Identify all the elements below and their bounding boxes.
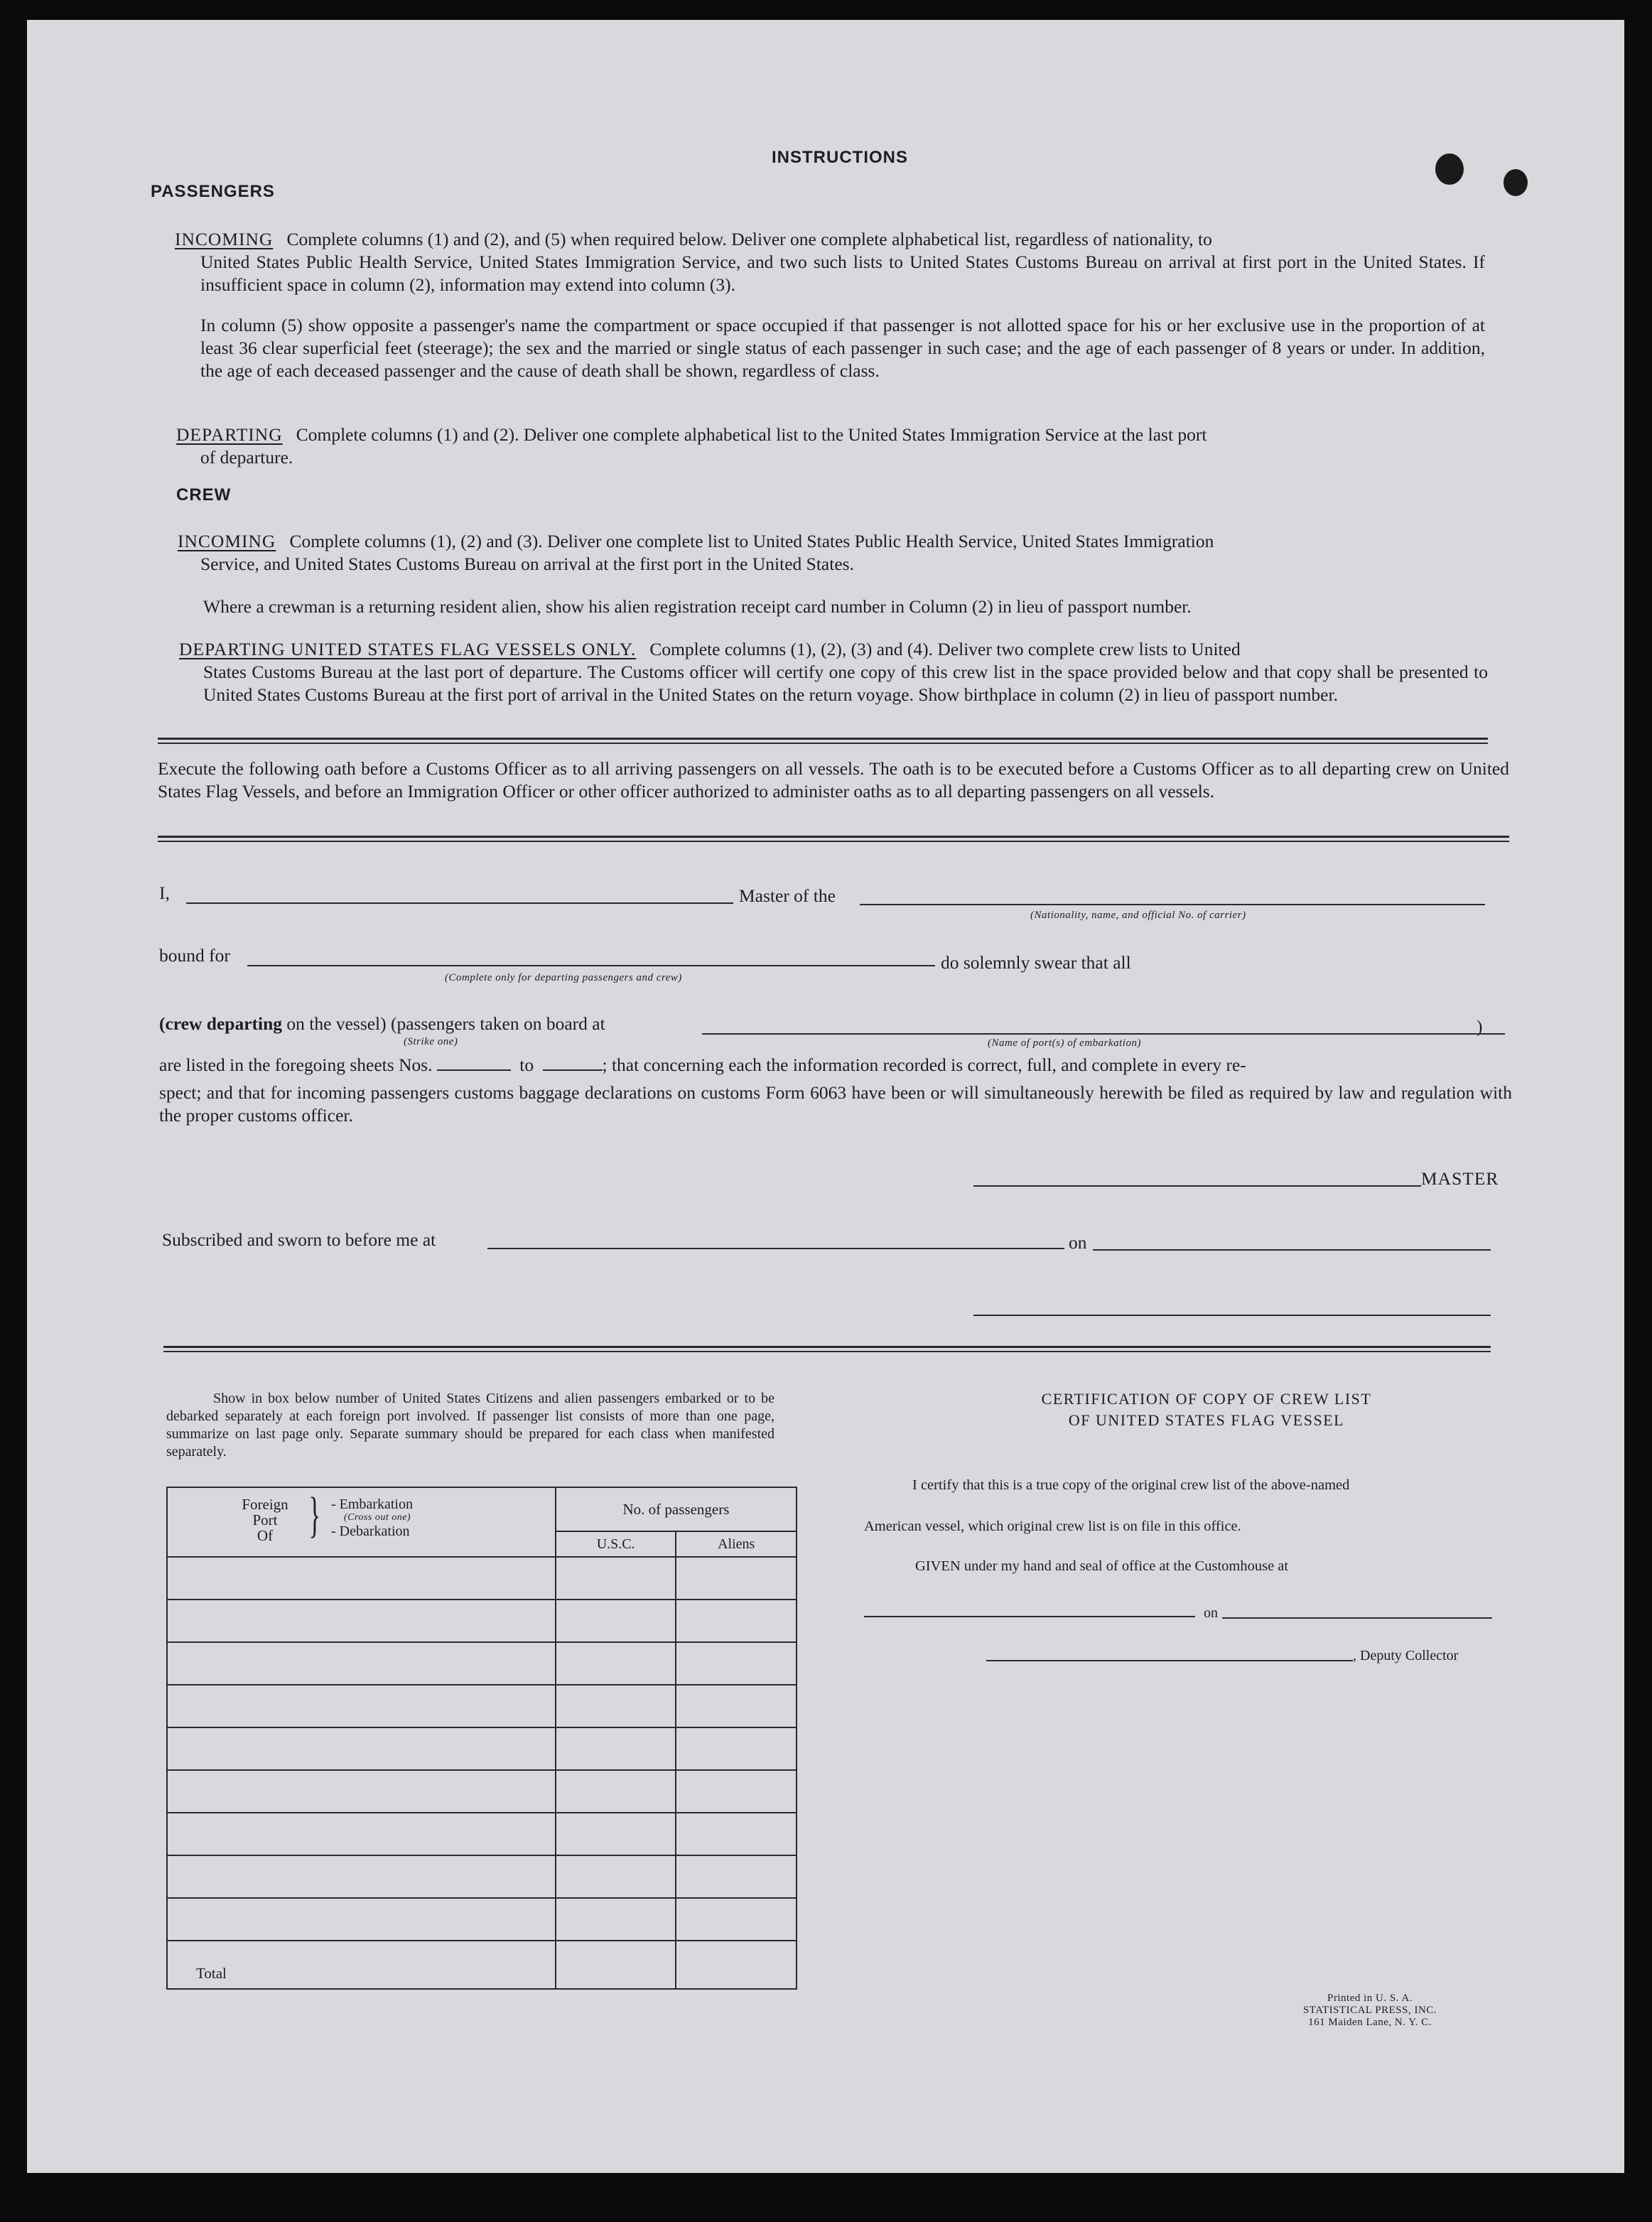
sworn-on-label: on <box>1069 1232 1087 1253</box>
bound-for-label: bound for <box>159 945 230 966</box>
divider-2b <box>158 841 1509 842</box>
printer-line-1: Printed in U. S. A. <box>1327 1992 1413 2004</box>
aliens-cell[interactable] <box>676 1855 797 1898</box>
aliens-cell[interactable] <box>676 1898 797 1941</box>
table-row <box>167 1855 797 1898</box>
port-cell[interactable] <box>167 1685 556 1727</box>
printer-imprint <box>1263 1992 1476 2029</box>
subscribed-label: Subscribed and sworn to before me at <box>162 1229 436 1250</box>
usc-cell[interactable] <box>556 1600 676 1642</box>
table-row <box>167 1557 797 1600</box>
oath-intro: Execute the following oath before a Customs Officer as to all arriving passengers on all vessels. The oath is to be executed before a Customs Officer as to all departing crew on United States Flag Vessels, and before an Immigration Officer or other officer authorized to administer oaths as to all departing passengers on all vessels. <box>158 758 1509 802</box>
debarkation-label: - Debarkation <box>331 1523 410 1539</box>
usc-cell[interactable] <box>556 1557 676 1600</box>
port-cell[interactable] <box>167 1557 556 1600</box>
crew-incoming-label: INCOMING <box>178 531 276 551</box>
departing-text-2: of departure. <box>200 447 293 468</box>
of-label: Of <box>257 1527 274 1544</box>
total-usc-cell[interactable] <box>556 1941 676 1989</box>
master-label: MASTER <box>1421 1168 1499 1189</box>
port-cell[interactable] <box>167 1813 556 1855</box>
sworn-date-field[interactable] <box>1093 1249 1491 1251</box>
departing-label: DEPARTING <box>176 424 283 445</box>
master-of-label: Master of the <box>739 885 836 906</box>
close-paren: ) <box>1476 1016 1483 1037</box>
certify-line-2: American vessel, which original crew list is on file in this office. <box>864 1519 1241 1534</box>
aliens-cell[interactable] <box>676 1727 797 1770</box>
port-cell[interactable] <box>167 1642 556 1685</box>
divider-1a <box>158 738 1488 740</box>
port-cell[interactable] <box>167 1855 556 1898</box>
aliens-cell[interactable] <box>676 1813 797 1855</box>
table-row <box>167 1898 797 1941</box>
ports-caption: (Name of port(s) of embarkation) <box>988 1037 1141 1049</box>
master-signature-field[interactable] <box>973 1185 1421 1187</box>
summary-instructions: Show in box below number of United States Citizens and alien passengers embarked or to be debarked separately at each foreign port involved. If passenger list consists of more than one page, summarize on last page only. Separate summary should be prepared for each class when manifested separately. <box>166 1391 774 1460</box>
customhouse-field[interactable] <box>864 1616 1195 1617</box>
listed-to: to <box>519 1055 534 1075</box>
incoming-text-2: United States Public Health Service, United States Immigration Service, and two such lists to United States Customs Bureau on arrival at first port in the United States. If insufficient space in column (2), information may extend into column (3). <box>200 252 1485 295</box>
no-passengers-header: No. of passengers <box>556 1487 797 1531</box>
crew-departing-line <box>159 1013 605 1035</box>
flag-vessels-label: DEPARTING UNITED STATES FLAG VESSELS ONLY. <box>179 639 637 659</box>
usc-cell[interactable] <box>556 1770 676 1813</box>
certification-title-2: OF UNITED STATES FLAG VESSEL <box>1068 1411 1345 1429</box>
carrier-field[interactable] <box>860 904 1485 905</box>
certification-title <box>894 1388 1519 1431</box>
table-row <box>167 1813 797 1855</box>
divider-2a <box>158 836 1509 838</box>
carrier-caption: (Nationality, name, and official No. of carrier) <box>1030 910 1246 921</box>
bound-for-field[interactable] <box>247 965 935 966</box>
table-row <box>167 1727 797 1770</box>
foreign-label: Foreign <box>242 1496 288 1513</box>
brace-icon: } <box>308 1488 321 1543</box>
usc-cell[interactable] <box>556 1685 676 1727</box>
aliens-cell[interactable] <box>676 1642 797 1685</box>
table-row <box>167 1600 797 1642</box>
officer-signature-field[interactable] <box>973 1315 1491 1316</box>
divider-1b <box>158 743 1488 744</box>
divider-3b <box>163 1351 1491 1352</box>
embarkation-ports-field[interactable] <box>702 1033 1505 1035</box>
usc-cell[interactable] <box>556 1813 676 1855</box>
port-header-cell <box>167 1487 556 1557</box>
usc-cell[interactable] <box>556 1727 676 1770</box>
port-cell[interactable] <box>167 1898 556 1941</box>
swear-label: do solemnly swear that all <box>941 952 1131 973</box>
crew-incoming-text-1: Complete columns (1), (2) and (3). Deliver one complete list to United States Public Health Service, United States Immigration <box>289 531 1214 551</box>
table-row <box>167 1770 797 1813</box>
form-sheet <box>27 20 1624 2173</box>
listed-line <box>159 1055 1512 1076</box>
aliens-cell[interactable] <box>676 1770 797 1813</box>
passengers-incoming-line <box>175 228 1489 251</box>
punch-hole-2 <box>1503 169 1528 196</box>
total-aliens-cell[interactable] <box>676 1941 797 1989</box>
certify-line-1: I certify that this is a true copy of the original crew list of the above-named <box>912 1477 1350 1493</box>
crew-heading: CREW <box>176 485 232 505</box>
strike-caption: (Strike one) <box>404 1036 458 1047</box>
deputy-label: , Deputy Collector <box>1353 1648 1459 1663</box>
instructions-title: INSTRUCTIONS <box>772 148 908 167</box>
table-row <box>167 1685 797 1727</box>
crew-incoming-text-2: Service, and United States Customs Bureau on arrival at the first port in the United States. <box>200 554 854 574</box>
cert-on-label: on <box>1204 1605 1218 1621</box>
aliens-cell[interactable] <box>676 1600 797 1642</box>
passengers-heading: PASSENGERS <box>151 182 275 201</box>
crew-incoming-line <box>178 530 1492 553</box>
sheet-to-field[interactable] <box>543 1055 603 1071</box>
flag-vessels-line <box>179 638 1494 661</box>
deputy-signature-field[interactable] <box>986 1660 1353 1661</box>
cross-out-label: (Cross out one) <box>344 1512 411 1523</box>
given-line: GIVEN under my hand and seal of office at the Customhouse at <box>915 1558 1289 1574</box>
port-label: Port <box>252 1511 278 1528</box>
master-name-field[interactable] <box>186 902 733 904</box>
certification-title-1: CERTIFICATION OF COPY OF CREW LIST <box>1041 1390 1372 1408</box>
flag-text-2: States Customs Bureau at the last port of departure. The Customs officer will certify one copy of this crew list in the space provided below and that copy shall be presented to United States Customs Bureau at the first port of arrival in the United States on the return voyage. Show birthplace in column (2) in lieu of passport number. <box>203 662 1488 705</box>
printer-line-3: 161 Maiden Lane, N. Y. C. <box>1308 2017 1432 2028</box>
total-row <box>167 1941 797 1989</box>
table-row <box>167 1642 797 1685</box>
departing-text-1: Complete columns (1) and (2). Deliver one complete alphabetical list to the United States Immigration Service at the last port <box>296 424 1207 445</box>
sworn-place-field[interactable] <box>487 1248 1064 1249</box>
listed-text-c: spect; and that for incoming passengers customs baggage declarations on customs Form 6063 have been or will simultaneously herewith be filed as required by law and regulation with the proper customs officer. <box>159 1082 1512 1126</box>
crew-departing-rest: on the vessel) (passengers taken on board at <box>286 1013 605 1034</box>
oath-i-label: I, <box>159 883 170 903</box>
total-label: Total <box>167 1941 556 1989</box>
listed-text-a: are listed in the foregoing sheets Nos. <box>159 1055 433 1075</box>
passengers-departing-line <box>176 424 1491 446</box>
incoming-text-1: Complete columns (1) and (2), and (5) when required below. Deliver one complete alphabetical list, regardless of nationality, to <box>286 229 1212 249</box>
usc-cell[interactable] <box>556 1855 676 1898</box>
usc-header: U.S.C. <box>556 1531 676 1557</box>
port-cell[interactable] <box>167 1600 556 1642</box>
usc-cell[interactable] <box>556 1898 676 1941</box>
listed-text-b: ; that concerning each the information recorded is correct, full, and complete in every re- <box>602 1055 1246 1075</box>
embarkation-label: - Embarkation <box>331 1496 413 1512</box>
summary-table <box>166 1487 797 1990</box>
aliens-cell[interactable] <box>676 1685 797 1727</box>
punch-hole-1 <box>1435 153 1464 185</box>
crewman-text: Where a crewman is a returning resident alien, show his alien registration receipt card number in Column (2) in lieu of passport number. <box>203 596 1192 617</box>
cert-date-field[interactable] <box>1222 1617 1492 1619</box>
usc-cell[interactable] <box>556 1642 676 1685</box>
port-cell[interactable] <box>167 1770 556 1813</box>
aliens-header: Aliens <box>676 1531 797 1557</box>
flag-text-1: Complete columns (1), (2), (3) and (4). Deliver two complete crew lists to United <box>649 639 1241 659</box>
column5-text: In column (5) show opposite a passenger's name the compartment or space occupied if that passenger is not allotted space for his or her exclusive use in the proportion of at least 36 clear superficial feet (steerage); the sex and the married or single status of each passenger in such case; and the age of each passenger of 8 years or under. In addition, the age of each deceased passenger and the cause of death shall be shown, regardless of class. <box>200 315 1485 381</box>
printer-line-2: STATISTICAL PRESS, INC. <box>1302 2005 1437 2016</box>
port-cell[interactable] <box>167 1727 556 1770</box>
aliens-cell[interactable] <box>676 1557 797 1600</box>
sheet-from-field[interactable] <box>437 1055 511 1071</box>
bound-caption: (Complete only for departing passengers and crew) <box>445 972 682 983</box>
divider-3a <box>163 1346 1491 1348</box>
incoming-label: INCOMING <box>175 229 274 249</box>
crew-departing-bold: (crew departing <box>159 1013 283 1034</box>
